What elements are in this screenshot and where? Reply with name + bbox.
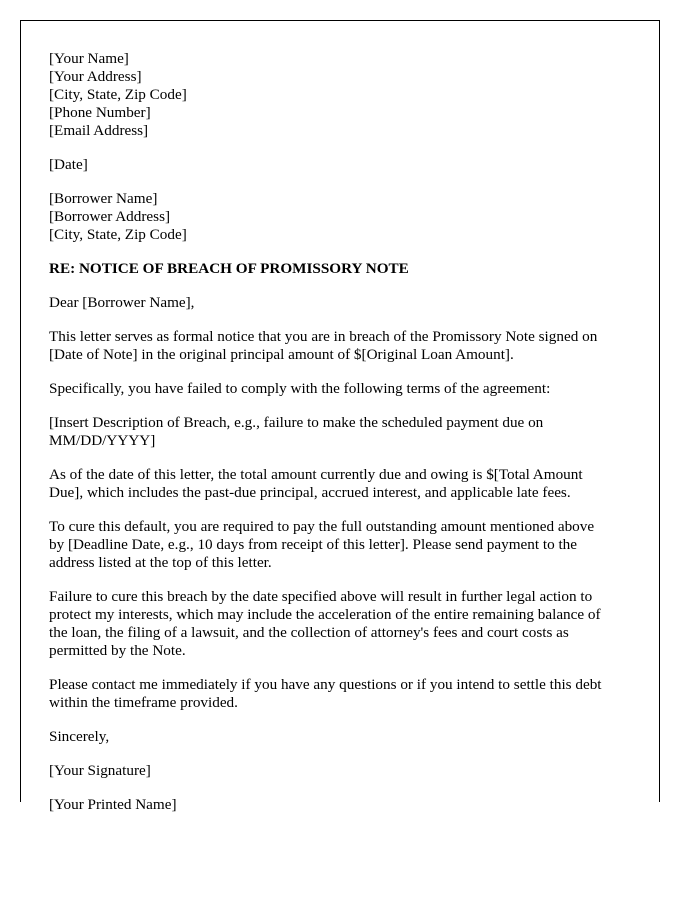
paragraph-line: Please contact me immediately if you have any questions or if you intend to settle this debt — [49, 676, 602, 693]
paragraph-line: permitted by the Note. — [49, 642, 186, 659]
paragraph-line: Failure to cure this breach by the date specified above will result in further legal action to — [49, 588, 593, 605]
recipient-city-state-zip: [City, State, Zip Code] — [49, 226, 187, 243]
sender-email: [Email Address] — [49, 122, 149, 139]
salutation: Dear [Borrower Name], — [49, 294, 195, 311]
paragraph-line: protect my interests, which may include the acceleration of the entire remaining balance of — [49, 606, 601, 623]
recipient-address: [Borrower Address] — [49, 208, 171, 225]
recipient-name: [Borrower Name] — [49, 190, 158, 207]
sender-address: [Your Address] — [49, 68, 142, 85]
paragraph-line: address listed at the top of this letter. — [49, 554, 272, 571]
paragraph-line: the loan, the filing of a lawsuit, and the collection of attorney's fees and court costs as — [49, 624, 569, 641]
paragraph-breach-notice — [49, 328, 639, 364]
paragraph-legal-action — [49, 588, 639, 660]
sender-phone: [Phone Number] — [49, 104, 151, 121]
paragraph-line: [Insert Description of Breach, e.g., failure to make the scheduled payment due on — [49, 414, 544, 431]
paragraph-line: MM/DD/YYYY] — [49, 432, 156, 449]
printed-name: [Your Printed Name] — [49, 796, 177, 813]
paragraph-line: To cure this default, you are required to pay the full outstanding amount mentioned above — [49, 518, 595, 535]
date-block — [49, 156, 639, 174]
sender-block — [49, 50, 639, 140]
paragraph-line: Specifically, you have failed to comply with the following terms of the agreement: — [49, 380, 551, 397]
paragraph-cure — [49, 518, 639, 572]
paragraph-line: As of the date of this letter, the total amount currently due and owing is $[Total Amount — [49, 466, 583, 483]
paragraph-line: This letter serves as formal notice that you are in breach of the Promissory Note signed on — [49, 328, 598, 345]
letter-page — [20, 20, 660, 813]
paragraph-line: [Date of Note] in the original principal amount of $[Original Loan Amount]. — [49, 346, 514, 363]
recipient-block — [49, 190, 639, 244]
closing: Sincerely, — [49, 728, 110, 745]
paragraph-line: Due], which includes the past-due principal, accrued interest, and applicable late fees. — [49, 484, 571, 501]
sender-city-state-zip: [City, State, Zip Code] — [49, 86, 187, 103]
subject-line: RE: NOTICE OF BREACH OF PROMISSORY NOTE — [49, 260, 409, 277]
signature-placeholder: [Your Signature] — [49, 762, 151, 779]
letter-body — [49, 50, 639, 830]
paragraph-breach-description — [49, 414, 639, 450]
paragraph-amount-due — [49, 466, 639, 502]
sender-name: [Your Name] — [49, 50, 129, 67]
paragraph-line: within the timeframe provided. — [49, 694, 238, 711]
paragraph-line: by [Deadline Date, e.g., 10 days from receipt of this letter]. Please send payment to the — [49, 536, 578, 553]
letter-date: [Date] — [49, 156, 88, 173]
paragraph-contact — [49, 676, 639, 712]
paragraph-terms — [49, 380, 639, 398]
